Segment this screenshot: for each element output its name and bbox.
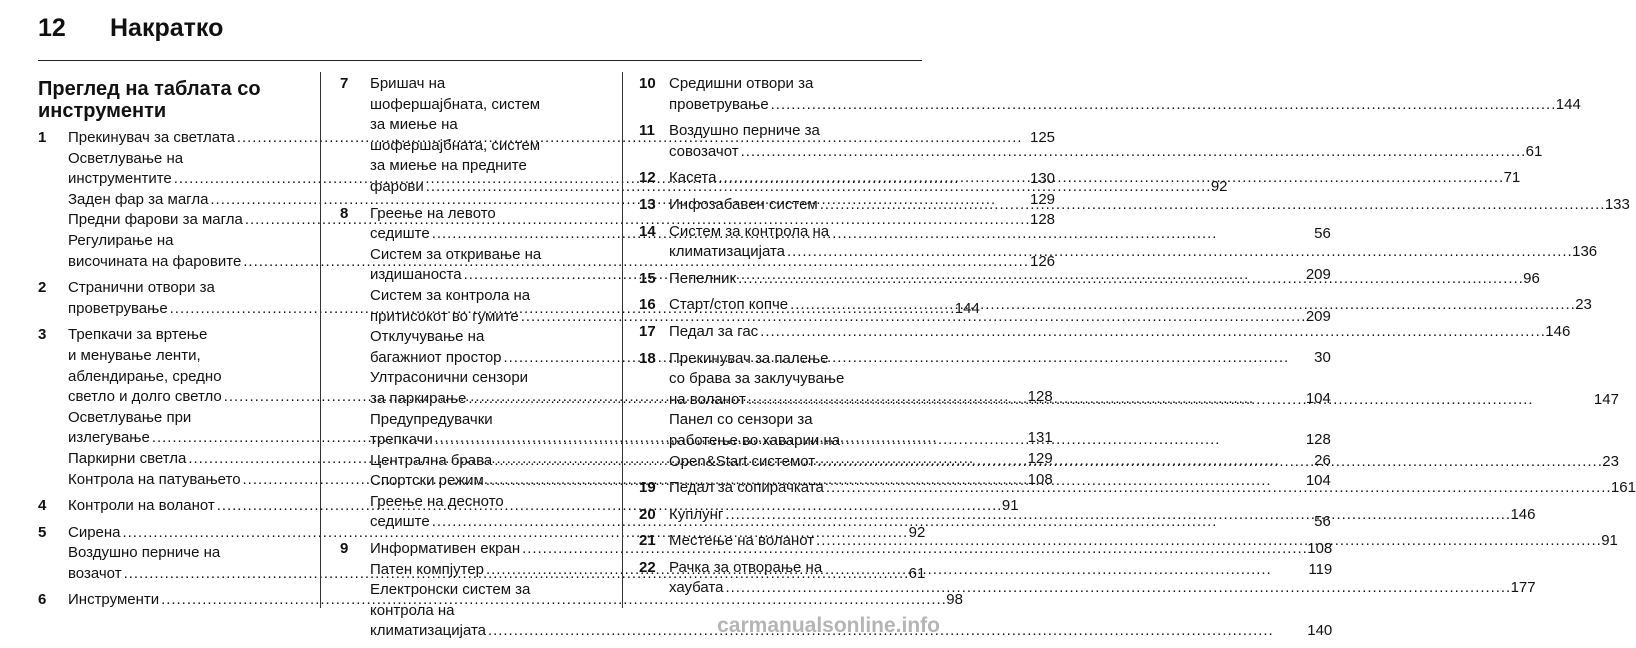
entry-text: за миење на — [370, 116, 458, 134]
entry-text: седиште — [370, 225, 430, 243]
index-entry — [639, 322, 1571, 343]
chapter-title: Накратко — [110, 14, 224, 42]
entry-text: Заден фар за магла — [68, 190, 209, 208]
page-reference[interactable]: 136 — [1572, 243, 1598, 261]
entry-text: Систем за откривање на — [370, 245, 542, 263]
entry-number: 1 — [38, 129, 47, 146]
page-reference[interactable]: 98 — [946, 591, 963, 609]
entry-text: Прекинувач за палење — [669, 349, 829, 367]
page-reference[interactable]: 128 — [1305, 431, 1331, 449]
entry-text: Систем за контрола на — [669, 222, 830, 240]
entry-number: 8 — [340, 204, 349, 222]
entry-text: Куплунг — [669, 505, 724, 523]
page-reference[interactable]: 104 — [1305, 389, 1331, 407]
page-reference[interactable]: 140 — [1307, 622, 1333, 640]
entry-text: Електронски систем за — [370, 581, 531, 599]
entry-number: 17 — [639, 322, 656, 340]
leader-dots — [820, 195, 1603, 216]
entry-number: 22 — [639, 558, 656, 576]
entry-number: 11 — [639, 122, 655, 140]
page-reference[interactable]: 71 — [1503, 169, 1521, 187]
page-reference[interactable]: 23 — [1575, 296, 1592, 314]
entry-text: Отклучување на — [370, 328, 485, 346]
entry-text: на воланот — [669, 390, 746, 408]
entry-number: 21 — [639, 532, 656, 550]
entry-number: 14 — [639, 222, 656, 240]
page-reference[interactable]: 126 — [1029, 252, 1056, 270]
page-reference[interactable]: 26 — [1314, 451, 1331, 469]
entry-text: климатизацијата — [370, 622, 487, 640]
leader-dots — [816, 531, 1599, 552]
entry-text: Инструменти — [68, 591, 160, 609]
entry-line — [669, 349, 1619, 370]
entry-line — [669, 168, 1520, 189]
watermark: carmanualsonline.info — [717, 614, 940, 637]
entry-text: Спортски режим — [370, 472, 484, 490]
entry-text: климатизацијата — [669, 243, 786, 261]
entry-number: 3 — [38, 326, 47, 344]
page-reference[interactable]: 56 — [1314, 513, 1331, 531]
entry-text: за миење на предните — [370, 157, 527, 175]
leader-dots — [787, 242, 1570, 263]
entry-text: проветрување — [68, 299, 168, 317]
entry-text: Регулирање на — [68, 231, 174, 249]
page-reference[interactable]: 129 — [1027, 449, 1053, 467]
entry-text: Трепкачи за вртење — [68, 326, 208, 344]
page-reference[interactable]: 56 — [1314, 225, 1331, 243]
entry-line — [669, 295, 1592, 316]
entry-text: Касета — [669, 169, 717, 187]
entry-text: контрола на — [370, 601, 455, 619]
entry-text: излегување — [68, 429, 150, 447]
entry-number: 20 — [639, 505, 656, 523]
entry-number: 18 — [639, 349, 656, 367]
page-reference[interactable]: 209 — [1305, 266, 1331, 284]
page-reference[interactable]: 61 — [908, 564, 926, 582]
entry-text: Систем за контрола на — [370, 286, 531, 304]
leader-dots — [718, 168, 1501, 189]
column-divider — [622, 72, 623, 608]
entry-text: седиште — [370, 513, 430, 531]
leader-dots — [738, 269, 1521, 290]
page-reference[interactable]: 128 — [1029, 211, 1056, 229]
page-reference[interactable]: 129 — [1029, 190, 1056, 208]
entry-line — [669, 578, 1536, 599]
entry-line — [669, 390, 1619, 411]
entry-text: Осветлување на — [68, 149, 184, 167]
entry-text: Паркирни светла — [68, 449, 187, 467]
leader-dots — [725, 578, 1508, 599]
entry-number: 9 — [340, 540, 349, 558]
entry-line — [669, 95, 1581, 116]
entry-text: совозачот — [669, 142, 739, 160]
entry-text: Осветлување при — [68, 408, 192, 426]
page-reference[interactable]: 133 — [1604, 195, 1630, 213]
leader-dots — [817, 452, 1600, 473]
entry-line — [669, 322, 1570, 343]
entry-number: 19 — [639, 479, 656, 497]
entry-number: 6 — [38, 591, 47, 609]
entry-text: багажниот простор — [370, 348, 502, 366]
entry-number: 4 — [38, 497, 47, 515]
page-reference[interactable]: 91 — [1001, 497, 1019, 515]
leader-dots — [790, 295, 1573, 316]
entry-number: 5 — [38, 523, 47, 541]
leader-dots — [741, 142, 1524, 163]
entry-text: Средишни отвори за — [669, 75, 814, 92]
entry-text: Рачка за отворање на — [669, 558, 823, 576]
entry-line — [669, 222, 1597, 243]
page-reference[interactable]: 161 — [1610, 479, 1636, 497]
entry-line — [669, 505, 1536, 526]
entry-text: Панел со сензори за — [669, 411, 813, 429]
leader-dots — [748, 390, 1592, 411]
entry-number: 13 — [639, 195, 656, 213]
entry-text: Воздушно перниче за — [669, 122, 820, 140]
section-title-line: Преглед на таблата со — [38, 78, 261, 100]
entry-line — [669, 369, 1619, 390]
entry-text: Предупредувачки — [370, 410, 493, 428]
entry-text: со брава за заклучување — [669, 370, 845, 388]
entry-text: трепкачи — [370, 431, 433, 449]
entry-text: Бришач на — [370, 75, 446, 92]
index-entry — [639, 74, 1581, 115]
entry-text: Контрола на патувањето — [68, 470, 241, 488]
entry-line — [669, 431, 1619, 452]
entry-number: 15 — [639, 269, 656, 287]
entry-text: Централна брава — [370, 451, 493, 469]
entry-text: за паркирање — [370, 389, 467, 407]
page-reference[interactable]: 96 — [1523, 269, 1540, 287]
section-title-line: инструменти — [38, 100, 167, 122]
entry-text: издишаноста — [370, 266, 462, 284]
page-reference[interactable]: 61 — [1525, 142, 1543, 160]
entry-text: Греење на левото — [370, 204, 496, 222]
entry-line — [669, 410, 1619, 431]
column-divider — [320, 72, 321, 608]
entry-line — [669, 121, 1542, 142]
entry-text: аблендирање, средно — [68, 367, 222, 385]
entry-text: Старт/стоп копче — [669, 296, 789, 314]
entry-text: Open&Start системот — [669, 452, 816, 470]
entry-line — [669, 195, 1630, 216]
entry-number: 16 — [639, 296, 656, 314]
page-reference[interactable]: 23 — [1602, 452, 1619, 470]
leader-dots — [725, 505, 1508, 526]
page-reference[interactable]: 209 — [1305, 307, 1331, 325]
entry-text: Местење на воланот — [669, 532, 815, 550]
entry-number: 7 — [340, 75, 349, 92]
page-reference[interactable]: 125 — [1029, 129, 1056, 146]
leader-dots — [826, 478, 1609, 499]
entry-text: Предни фарови за магла — [68, 211, 243, 229]
page-reference[interactable]: 131 — [1027, 429, 1053, 447]
entry-text: светло и долго светло — [68, 388, 222, 406]
page-reference[interactable]: 104 — [1305, 472, 1331, 490]
section-title — [38, 78, 298, 122]
entry-text: Воздушно перниче на — [68, 544, 221, 562]
entry-line — [669, 558, 1536, 579]
entry-line — [669, 478, 1636, 499]
entry-text: фарови — [370, 177, 424, 195]
page-reference[interactable]: 108 — [1027, 470, 1053, 488]
entry-line — [669, 242, 1597, 263]
entry-text: височината на фаровите — [68, 252, 242, 270]
entry-text: проветрување — [669, 95, 769, 113]
entry-line — [669, 142, 1542, 163]
entry-text: инструментите — [68, 170, 172, 188]
entry-text: Пепелник — [669, 269, 737, 287]
page-reference[interactable]: 119 — [1308, 560, 1333, 578]
page-reference[interactable]: 92 — [908, 523, 926, 541]
entry-text: притисокот во гумите — [370, 307, 519, 325]
page-reference[interactable]: 144 — [1555, 95, 1581, 113]
entry-line — [669, 531, 1618, 552]
entry-line — [669, 269, 1540, 290]
entry-text: работење во хаварии на — [669, 431, 841, 449]
entry-text: Странични отвори за — [68, 279, 215, 297]
entry-number: 12 — [639, 169, 656, 187]
entry-text: Педал за сопирачката — [669, 479, 824, 497]
entry-text: Патен компјутер — [370, 560, 485, 578]
entry-text: возачот — [68, 564, 122, 582]
page-number: 12 — [38, 14, 66, 42]
entry-text: Греење на десното — [370, 492, 504, 510]
entry-text: Контроли на воланот — [68, 497, 215, 515]
entry-number: 2 — [38, 279, 47, 297]
entry-text: и менување ленти, — [68, 346, 201, 364]
page-reference[interactable]: 177 — [1510, 579, 1536, 597]
page-reference[interactable]: 128 — [1027, 388, 1053, 406]
entry-line — [669, 452, 1619, 473]
entry-text: шофершајбната, систем — [370, 95, 541, 113]
page-reference[interactable]: 130 — [1029, 170, 1056, 188]
entry-text: Информативен екран — [370, 540, 521, 558]
page-reference[interactable]: 144 — [954, 299, 980, 317]
page-reference[interactable]: 30 — [1314, 348, 1331, 366]
entry-text: шофершајбната, систем — [370, 136, 541, 154]
page-reference[interactable]: 91 — [1601, 532, 1618, 550]
entry-text: Инфозабавен систем — [669, 195, 818, 213]
page-reference[interactable]: 146 — [1510, 505, 1536, 523]
leader-dots — [771, 95, 1554, 116]
page-reference[interactable]: 92 — [1210, 177, 1228, 195]
page-reference[interactable]: 147 — [1593, 390, 1619, 408]
header-rule — [38, 60, 922, 61]
entry-line — [669, 74, 1581, 95]
page-reference[interactable]: 146 — [1545, 322, 1571, 340]
page-header — [38, 14, 223, 54]
entry-text: хаубата — [669, 579, 724, 597]
entry-number: 10 — [639, 75, 656, 92]
leader-dots — [760, 322, 1543, 343]
entry-text: Сирена — [68, 523, 121, 541]
page-reference[interactable]: 108 — [1307, 540, 1333, 558]
entry-text: Педал за гас — [669, 322, 759, 340]
entry-text: Ултрасонични сензори — [370, 369, 529, 387]
entry-text: Прекинувач за светлата — [68, 129, 235, 146]
